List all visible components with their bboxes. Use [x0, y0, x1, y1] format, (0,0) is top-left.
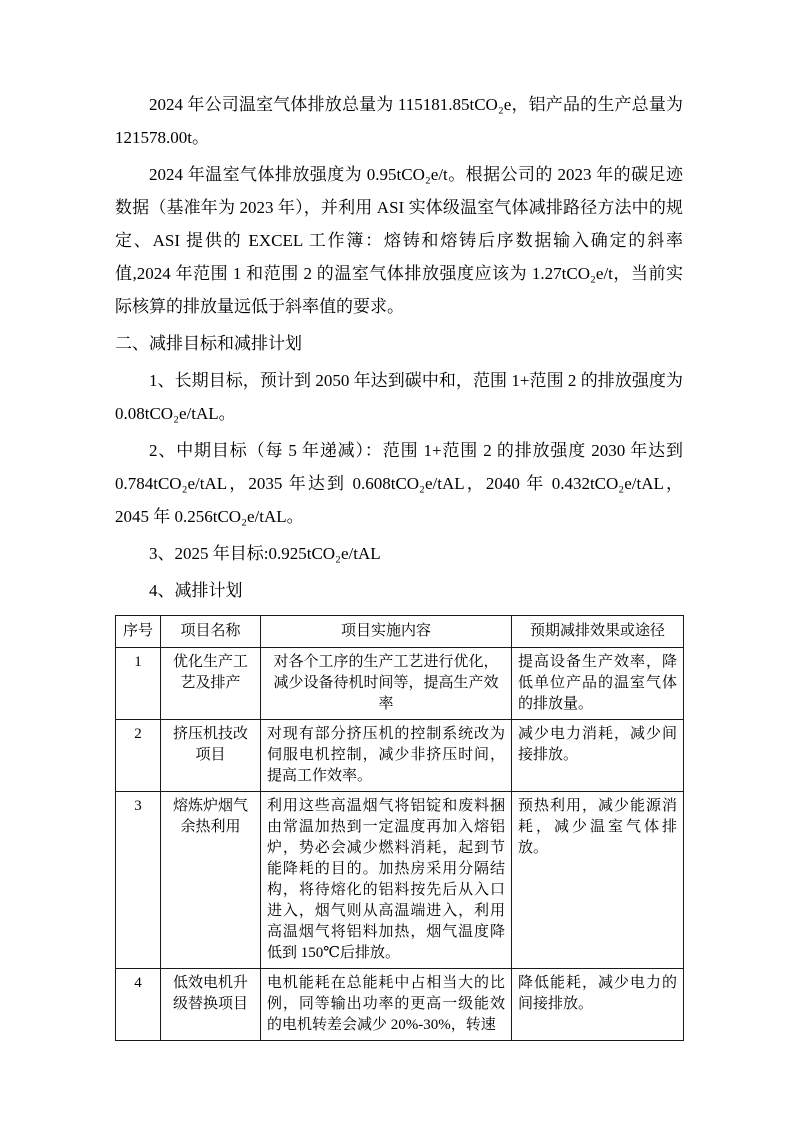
cell-implementation: 对各个工序的生产工艺进行优化，减少设备待机时间等，提高生产效率 [261, 648, 512, 720]
cell-expected-effect: 降低能耗，减少电力的间接排放。 [512, 969, 684, 1041]
column-header-project-name: 项目名称 [161, 616, 261, 648]
cell-project-name: 优化生产工艺及排产 [161, 648, 261, 720]
section-heading-reduction-targets: 二、减排目标和减排计划 [115, 334, 302, 353]
cell-expected-effect: 提高设备生产效率，降低单位产品的温室气体的排放量。 [512, 648, 684, 720]
column-header-expected-effect: 预期减排效果或途径 [512, 616, 684, 648]
list-item-mid-term-goal: 2、中期目标（每 5 年递减）：范围 1+范围 2 的排放强度 2030 年达到 0.784tCO₂e/tAL，2035 年达到 0.608tCO₂e/tAL，2040 年 0.432tCO₂e/tAL，2045 年 0.256tCO₂e/tAL。 [115, 441, 683, 526]
column-header-no: 序号 [116, 616, 161, 648]
cell-implementation: 对现有部分挤压机的控制系统改为伺服电机控制，减少非挤压时间，提高工作效率。 [261, 720, 512, 792]
cell-project-name: 挤压机技改项目 [161, 720, 261, 792]
cell-project-name: 低效电机升级替换项目 [161, 969, 261, 1041]
list-item-long-term-goal: 1、长期目标，预计到 2050 年达到碳中和，范围 1+范围 2 的排放强度为 0.08tCO₂e/tAL。 [115, 371, 683, 423]
cell-expected-effect: 预热利用，减少能源消耗，减少温室气体排放。 [512, 792, 684, 969]
table-row [116, 648, 684, 720]
table-row [116, 792, 684, 969]
list-item-reduction-plan: 4、减排计划 [149, 581, 243, 600]
cell-implementation: 电机能耗在总能耗中占相当大的比例，同等输出功率的更高一级能效的电机转差会减少 20%-30%，转速 [261, 969, 512, 1041]
cell-row-no: 3 [116, 792, 161, 969]
table-header-row [116, 616, 684, 648]
table-row [116, 969, 684, 1041]
cell-implementation: 利用这些高温烟气将铝锭和废料捆由常温加热到一定温度再加入熔铝炉，势必会减少燃料消耗，起到节能降耗的目的。加热房采用分隔结构，将待熔化的铝料按先后从入口进入，烟气则从高温端进入，利用高温烟气将铝料加热，烟气温度降低到 150℃后排放。 [261, 792, 512, 969]
cell-row-no: 1 [116, 648, 161, 720]
list-item-2025-goal: 3、2025 年目标:0.925tCO₂e/tAL [149, 544, 381, 563]
cell-project-name: 熔炼炉烟气余热利用 [161, 792, 261, 969]
cell-row-no: 2 [116, 720, 161, 792]
table-row [116, 720, 684, 792]
cell-expected-effect: 减少电力消耗，减少间接排放。 [512, 720, 684, 792]
column-header-implementation: 项目实施内容 [261, 616, 512, 648]
cell-row-no: 4 [116, 969, 161, 1041]
reduction-plan-table [115, 615, 684, 1041]
paragraph-emission-intensity: 2024 年温室气体排放强度为 0.95tCO₂e/t。根据公司的 2023 年的碳足迹数据（基准年为 2023 年），并利用 ASI 实体级温室气体减排路径方法中的规定、ASI 提供的 EXCEL 工作簿：熔铸和熔铸后序数据输入确定的斜率值,2024 年范围 1 和范围 2 的温室气体排放强度应该为 1.27tCO₂e/t，当前实际核算的排放量远低于斜率值的要求。 [115, 165, 683, 316]
paragraph-emission-total: 2024 年公司温室气体排放总量为 115181.85tCO₂e，铝产品的生产总量为 121578.00t。 [115, 95, 683, 147]
